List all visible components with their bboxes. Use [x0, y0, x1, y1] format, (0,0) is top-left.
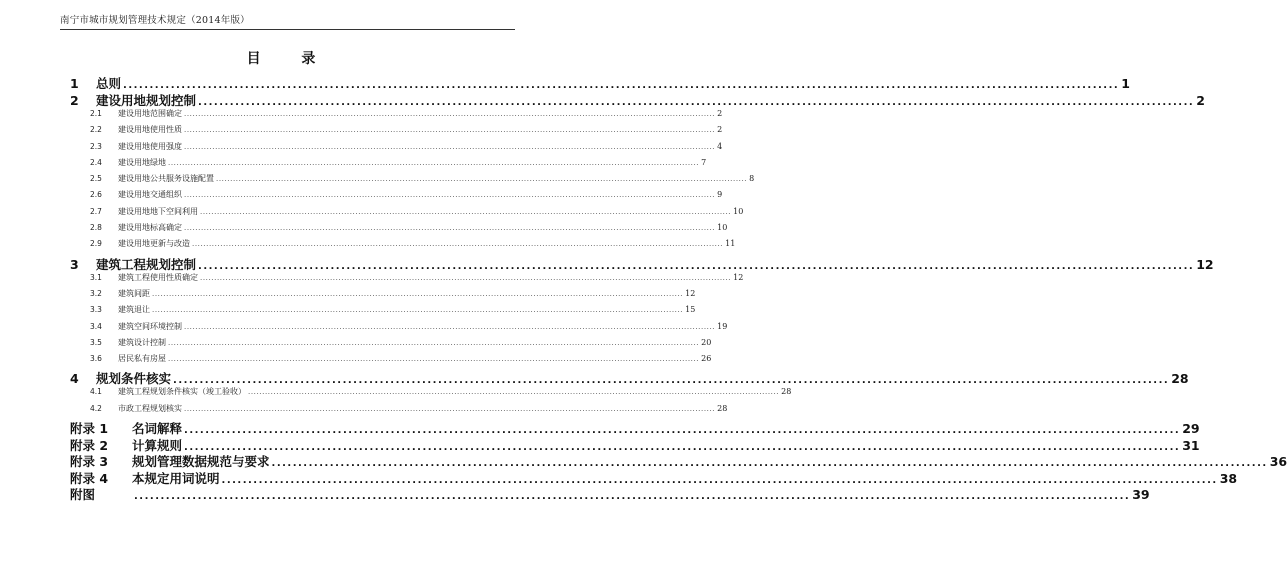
toc-entry-page: 12 — [1196, 256, 1214, 272]
toc-leader-dots: ............................................................................................................................................................................................ — [221, 474, 1218, 486]
toc-entry-number: 1 — [70, 76, 79, 91]
toc-entry-page: 19 — [717, 321, 728, 331]
toc-entry-number: 2.6 — [90, 190, 102, 200]
toc-entry-number: 4.1 — [90, 387, 102, 397]
toc-leader-dots: ............................................................................................................................................................................................ — [168, 158, 700, 167]
toc-entry-label: 建筑工程使用性质确定 — [118, 272, 198, 282]
toc-entry-number: 附录 3 — [70, 454, 109, 470]
toc-entry-label: 本规定用词说明 — [132, 470, 220, 486]
toc-leader-dots: ............................................................................................................................................................................................ — [192, 240, 724, 249]
toc-entry-section[interactable] — [70, 173, 755, 189]
toc-entry-label: 建设用地使用性质 — [118, 125, 182, 135]
toc-entry-label: 规划管理数据规范与要求 — [132, 454, 270, 470]
toc-entry-label: 计算规则 — [132, 437, 183, 453]
toc-entry-label: 建设用地标高确定 — [118, 223, 182, 233]
toc-leader-dots: ............................................................................................................................................................................................ — [152, 306, 684, 315]
toc-entry-label: 居民私有房屋 — [118, 354, 166, 364]
toc-title: 目 录 — [246, 51, 334, 67]
toc-entry-page: 10 — [733, 206, 744, 216]
toc-entry-label: 规划条件核实 — [96, 371, 172, 387]
toc-entry-number: 2 — [70, 93, 79, 108]
toc-leader-dots: ............................................................................................................................................................................................ — [184, 404, 716, 413]
header-rule — [60, 29, 515, 30]
toc-entry-appendix[interactable] — [70, 436, 1200, 453]
toc-entry-page: 12 — [733, 272, 744, 282]
toc-entry-label: 建设用地规划控制 — [96, 93, 197, 108]
toc-entry-label: 建筑间距 — [118, 288, 150, 298]
toc-entry-label: 建筑空间环境控制 — [118, 321, 182, 331]
toc-entry-number: 3.1 — [90, 272, 102, 282]
toc-leader-dots: ............................................................................................................................................................................................ — [198, 260, 1195, 272]
toc-entry-page: 28 — [717, 403, 728, 413]
toc-entry-page: 10 — [717, 223, 728, 233]
toc-entry-number: 附图 — [70, 487, 96, 503]
toc-entry-number: 附录 2 — [70, 437, 109, 453]
toc-entry-number: 3.5 — [90, 337, 102, 347]
table-of-contents — [70, 74, 1287, 503]
toc-entry-number: 附录 4 — [70, 470, 109, 486]
toc-entry-number: 3 — [70, 256, 79, 272]
toc-entry-number: 4.2 — [90, 403, 102, 413]
toc-leader-dots: ............................................................................................................................................................................................ — [198, 97, 1195, 108]
toc-leader-dots: ............................................................................................................................................................................................ — [184, 441, 1181, 453]
toc-leader-dots: ............................................................................................................................................................................................ — [173, 375, 1170, 387]
toc-entry-section[interactable] — [70, 206, 744, 222]
toc-entry-label: 建设用地地下空间利用 — [118, 206, 198, 216]
toc-entry-page: 4 — [717, 141, 723, 151]
toc-entry-label: 建设用地更新与改造 — [118, 239, 190, 249]
toc-entry-label: 建筑设计控制 — [118, 337, 166, 347]
toc-entry-number: 2.4 — [90, 157, 102, 167]
toc-entry-chapter[interactable] — [70, 369, 1189, 387]
toc-entry-label: 总则 — [96, 76, 122, 91]
toc-entry-number: 3.3 — [90, 305, 102, 315]
toc-entry-page: 2 — [717, 125, 723, 135]
toc-entry-section[interactable] — [70, 353, 712, 369]
toc-entry-page: 2 — [1196, 93, 1205, 108]
toc-entry-number: 2.8 — [90, 223, 102, 233]
toc-entry-section[interactable] — [70, 337, 712, 353]
toc-entry-page: 2 — [717, 109, 723, 118]
toc-entry-page: 7 — [701, 157, 707, 167]
toc-entry-number: 3.2 — [90, 288, 102, 298]
toc-entry-label: 建设用地使用强度 — [118, 141, 182, 151]
toc-entry-page: 36 — [1269, 454, 1287, 470]
toc-leader-dots: ............................................................................................................................................................................................ — [200, 207, 732, 216]
toc-entry-section[interactable] — [70, 157, 707, 173]
toc-entry-label: 建筑退让 — [118, 305, 150, 315]
toc-entry-page: 38 — [1219, 470, 1238, 486]
toc-entry-page: 29 — [1182, 421, 1200, 437]
toc-entry-page: 15 — [685, 305, 696, 315]
toc-entry-chapter[interactable] — [70, 74, 1130, 91]
toc-entry-number: 2.1 — [90, 109, 102, 118]
toc-entry-label: 名词解释 — [132, 421, 183, 437]
toc-entry-section[interactable] — [70, 272, 744, 288]
toc-entry-page: 12 — [685, 288, 696, 298]
toc-entry-label: 市政工程规划核实 — [118, 403, 182, 413]
toc-entry-appendix[interactable] — [70, 419, 1200, 437]
toc-entry-section[interactable] — [70, 386, 792, 402]
toc-entry-appendix[interactable] — [70, 485, 1150, 503]
toc-entry-label: 建设用地绿地 — [118, 157, 166, 167]
toc-entry-page: 11 — [725, 239, 736, 249]
toc-entry-chapter[interactable] — [70, 255, 1214, 272]
toc-entry-number: 3.4 — [90, 321, 102, 331]
toc-entry-page: 39 — [1132, 487, 1150, 503]
toc-leader-dots: ............................................................................................................................................................................................ — [200, 273, 732, 282]
toc-entry-number: 2.5 — [90, 174, 102, 184]
toc-leader-dots: ............................................................................................................................................................................................ — [134, 491, 1131, 503]
toc-entry-label: 建设用地交通组织 — [118, 190, 182, 200]
toc-leader-dots: ............................................................................................................................................................................................ — [184, 126, 716, 135]
toc-entry-appendix[interactable] — [70, 469, 1238, 486]
toc-leader-dots: ............................................................................................................................................................................................ — [168, 355, 700, 364]
toc-entry-section[interactable] — [70, 141, 723, 157]
toc-entry-section[interactable] — [70, 288, 696, 304]
toc-entry-number: 2.7 — [90, 206, 102, 216]
toc-entry-number: 4 — [70, 371, 79, 387]
toc-leader-dots: ............................................................................................................................................................................................ — [184, 322, 716, 331]
toc-leader-dots: ............................................................................................................................................................................................ — [152, 289, 684, 298]
toc-entry-section[interactable] — [70, 222, 728, 238]
toc-leader-dots: ............................................................................................................................................................................................ — [216, 175, 748, 184]
toc-leader-dots: ............................................................................................................................................................................................ — [271, 458, 1268, 470]
toc-leader-dots: ............................................................................................................................................................................................ — [184, 425, 1181, 437]
toc-entry-section[interactable] — [70, 189, 723, 205]
toc-entry-section[interactable] — [70, 238, 736, 254]
toc-entry-number: 附录 1 — [70, 421, 109, 437]
toc-entry-page: 9 — [717, 190, 723, 200]
toc-entry-appendix[interactable] — [70, 452, 1287, 470]
toc-entry-page: 1 — [1121, 76, 1130, 91]
toc-entry-page: 28 — [1171, 371, 1189, 387]
toc-leader-dots: ............................................................................................................................................................................................ — [184, 224, 716, 233]
toc-leader-dots: ............................................................................................................................................................................................ — [123, 80, 1120, 91]
toc-entry-section[interactable] — [70, 108, 723, 124]
toc-entry-number: 2.9 — [90, 239, 102, 249]
toc-entry-page: 20 — [701, 337, 712, 347]
running-header: 南宁市城市规划管理技术规定（2014年版） — [60, 15, 250, 26]
toc-entry-page: 26 — [701, 354, 712, 364]
toc-entry-chapter[interactable] — [70, 91, 1205, 108]
toc-entry-section[interactable] — [70, 403, 728, 419]
toc-leader-dots: ............................................................................................................................................................................................ — [168, 338, 700, 347]
toc-entry-page: 31 — [1182, 437, 1200, 453]
toc-entry-label: 建设用地公共服务设施配置 — [118, 174, 214, 184]
toc-entry-page: 28 — [781, 387, 792, 397]
toc-entry-section[interactable] — [70, 321, 728, 337]
toc-entry-number: 2.3 — [90, 141, 102, 151]
toc-leader-dots: ............................................................................................................................................................................................ — [184, 110, 716, 118]
toc-entry-label: 建筑工程规划条件核实（竣工验收） — [118, 387, 246, 397]
toc-leader-dots: ............................................................................................................................................................................................ — [184, 191, 716, 200]
toc-entry-section[interactable] — [70, 304, 696, 320]
toc-entry-number: 2.2 — [90, 125, 102, 135]
toc-entry-label: 建筑工程规划控制 — [96, 256, 197, 272]
toc-entry-section[interactable] — [70, 124, 723, 140]
toc-leader-dots: ............................................................................................................................................................................................ — [184, 142, 716, 151]
toc-entry-page: 8 — [749, 174, 755, 184]
toc-entry-label: 建设用地范围确定 — [118, 109, 182, 118]
toc-entry-number: 3.6 — [90, 354, 102, 364]
toc-leader-dots: ............................................................................................................................................................................................ — [248, 388, 780, 397]
